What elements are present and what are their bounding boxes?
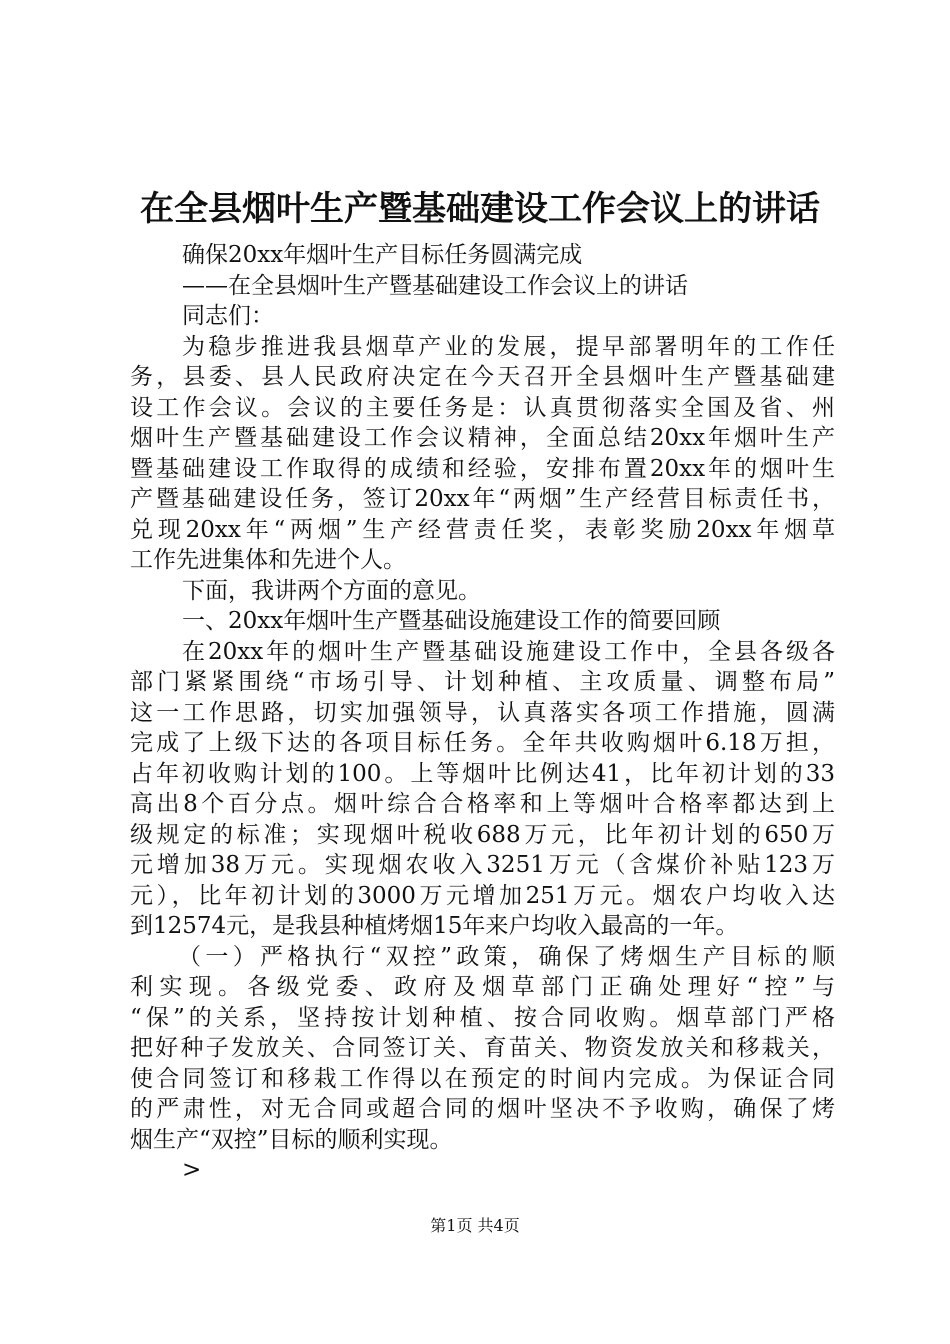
paragraph-line: 完成了上级下达的各项目标任务。全年共收购烟叶6.18万担， [130, 730, 835, 756]
paragraph-line: 到12574元，是我县种植烤烟15年来户均收入最高的一年。 [130, 913, 739, 939]
paragraph-line: 下面，我讲两个方面的意见。 [182, 577, 481, 604]
paragraph-line: 利实现。各级党委、政府及烟草部门正确处理好“控”与 [130, 974, 835, 1000]
page-number: 第1页 共4页 [430, 1216, 520, 1235]
paragraph-line: 产暨基础建设任务，签订20xx年“两烟”生产经营目标责任书， [130, 486, 835, 512]
paragraph-line: 占年初收购计划的100。上等烟叶比例达41，比年初计划的33 [130, 760, 835, 787]
subtitle-line: 确保20xx年烟叶生产目标任务圆满完成 [182, 242, 583, 268]
paragraph-line: 烟叶生产暨基础建设工作会议精神，全面总结20xx年烟叶生产 [130, 425, 835, 451]
paragraph-line: 部门紧紧围绕“市场引导、计划种植、主攻质量、调整布局” [130, 669, 835, 695]
paragraph-line: 兑现20xx年“两烟”生产经营责任奖，表彰奖励20xx年烟草 [130, 516, 835, 543]
paragraph-line: 这一工作思路，切实加强领导，认真落实各项工作措施，圆满 [130, 699, 835, 726]
paragraph-line: 把好种子发放关、合同签订关、育苗关、物资发放关和移栽关， [130, 1035, 835, 1061]
subtitle-line: ——在全县烟叶生产暨基础建设工作会议上的讲话 [182, 272, 688, 299]
document-title: 在全县烟叶生产暨基础建设工作会议上的讲话 [140, 189, 820, 229]
paragraph-line: 级规定的标准；实现烟叶税收688万元，比年初计划的650万 [130, 821, 835, 848]
paragraph-line: 在20xx年的烟叶生产暨基础设施建设工作中，全县各级各 [182, 638, 835, 665]
paragraph-line: 工作先进集体和先进个人。 [130, 547, 406, 573]
paragraph-line: （一）严格执行“双控”政策，确保了烤烟生产目标的顺 [178, 943, 835, 970]
paragraph-line: 高出8个百分点。烟叶综合合格率和上等烟叶合格率都达到上 [130, 791, 835, 817]
paragraph-line: 使合同签订和移栽工作得以在预定的时间内完成。为保证合同 [130, 1065, 835, 1092]
paragraph-line: “保”的关系，坚持按计划种植、按合同收购。烟草部门严格 [130, 1004, 835, 1031]
section-heading: 一、20xx年烟叶生产暨基础设施建设工作的简要回顾 [182, 608, 721, 634]
paragraph-line: 烟生产“双控”目标的顺利实现。 [130, 1126, 453, 1153]
paragraph-line: 设工作会议。会议的主要任务是：认真贯彻落实全国及省、州 [130, 394, 835, 421]
paragraph-line: 的严肃性，对无合同或超合同的烟叶坚决不予收购，确保了烤 [130, 1096, 835, 1122]
paragraph-line: 元），比年初计划的3000万元增加251万元。烟农户均收入达 [130, 882, 835, 909]
paragraph-line: 元增加38万元。实现烟农收入3251万元（含煤价补贴123万 [130, 852, 835, 878]
salutation: 同志们： [182, 303, 274, 329]
paragraph-line: 为稳步推进我县烟草产业的发展，提早部署明年的工作任 [182, 333, 835, 360]
continuation-marker: > [182, 1157, 202, 1183]
paragraph-line: 暨基础建设工作取得的成绩和经验，安排布置20xx年的烟叶生 [130, 455, 835, 482]
paragraph-line: 务，县委、县人民政府决定在今天召开全县烟叶生产暨基础建 [130, 364, 835, 390]
document-body [130, 240, 835, 1186]
